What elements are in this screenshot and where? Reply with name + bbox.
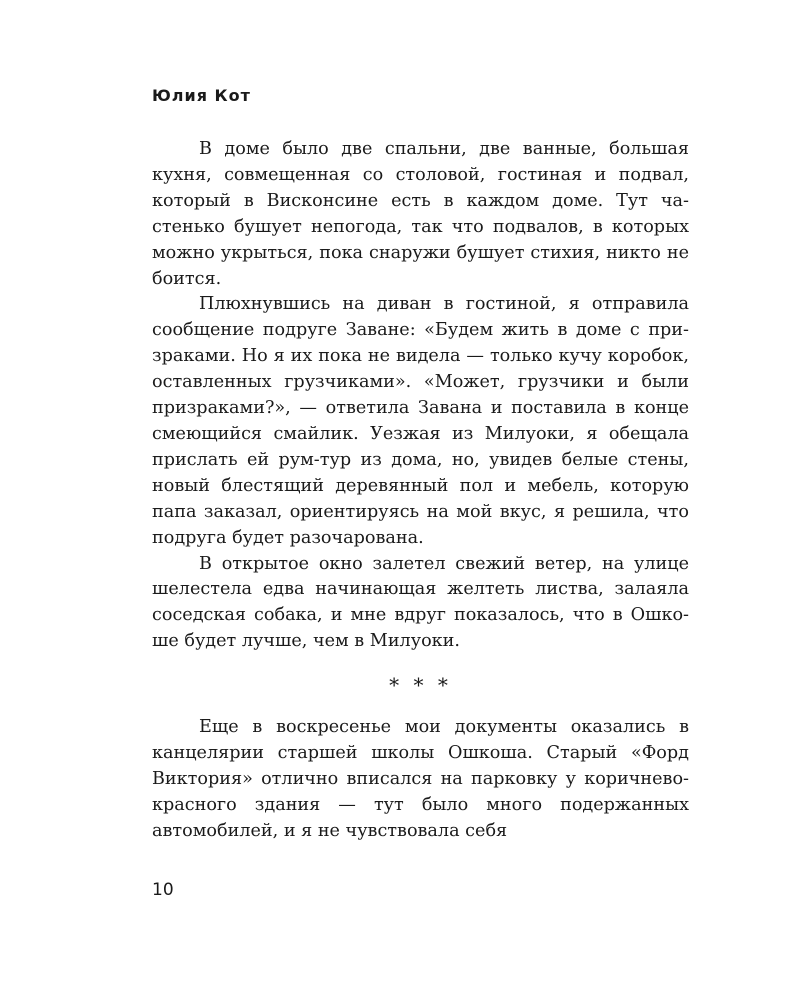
paragraph: В доме было две спальни, две ванные, большая кухня, совмещенная со столовой, гостиная и подвал, который в Висконсине есть в каждом доме. Тут частенько бушует непогода, так что подвалов, в которых можно укрыться, пока снаружи бушует стихия, никто не боится. xyxy=(152,139,689,289)
section-separator: * * * xyxy=(389,673,452,698)
paragraph: Еще в воскресенье мои документы оказались в канцелярии старшей школы Ошкоша. Старый «Форд Виктория» отлично вписался на парковку у коричнево-красного здания — тут было много подержанных автомобилей, и я не чувствовала себя xyxy=(152,717,689,841)
running-head-author: Юлия Кот xyxy=(152,86,251,105)
body-text xyxy=(152,137,689,845)
page-number: 10 xyxy=(152,880,174,900)
paragraph: Плюхнувшись на диван в гостиной, я отправила сообщение подруге Заване: «Будем жить в доме с призраками. Но я их пока не видела — только кучу коробок, оставленных грузчиками». «Может, грузчики и были призраками?», — ответила Завана и поставила в конце смеющийся смайлик. Уезжая из Милуоки, я обещала прислать ей рум-тур из дома, но, увидев белые стены, новый блестящий деревянный пол и мебель, которую папа заказал, ориентируясь на мой вкус, я решила, что подруга будет разочарована. xyxy=(152,294,689,548)
paragraph: В открытое окно залетел свежий ветер, на улице шелестела едва начинающая желтеть листва, залаяла соседская собака, и мне вдруг показалось, что в Ошкоше будет лучше, чем в Милуоки. xyxy=(152,553,689,652)
